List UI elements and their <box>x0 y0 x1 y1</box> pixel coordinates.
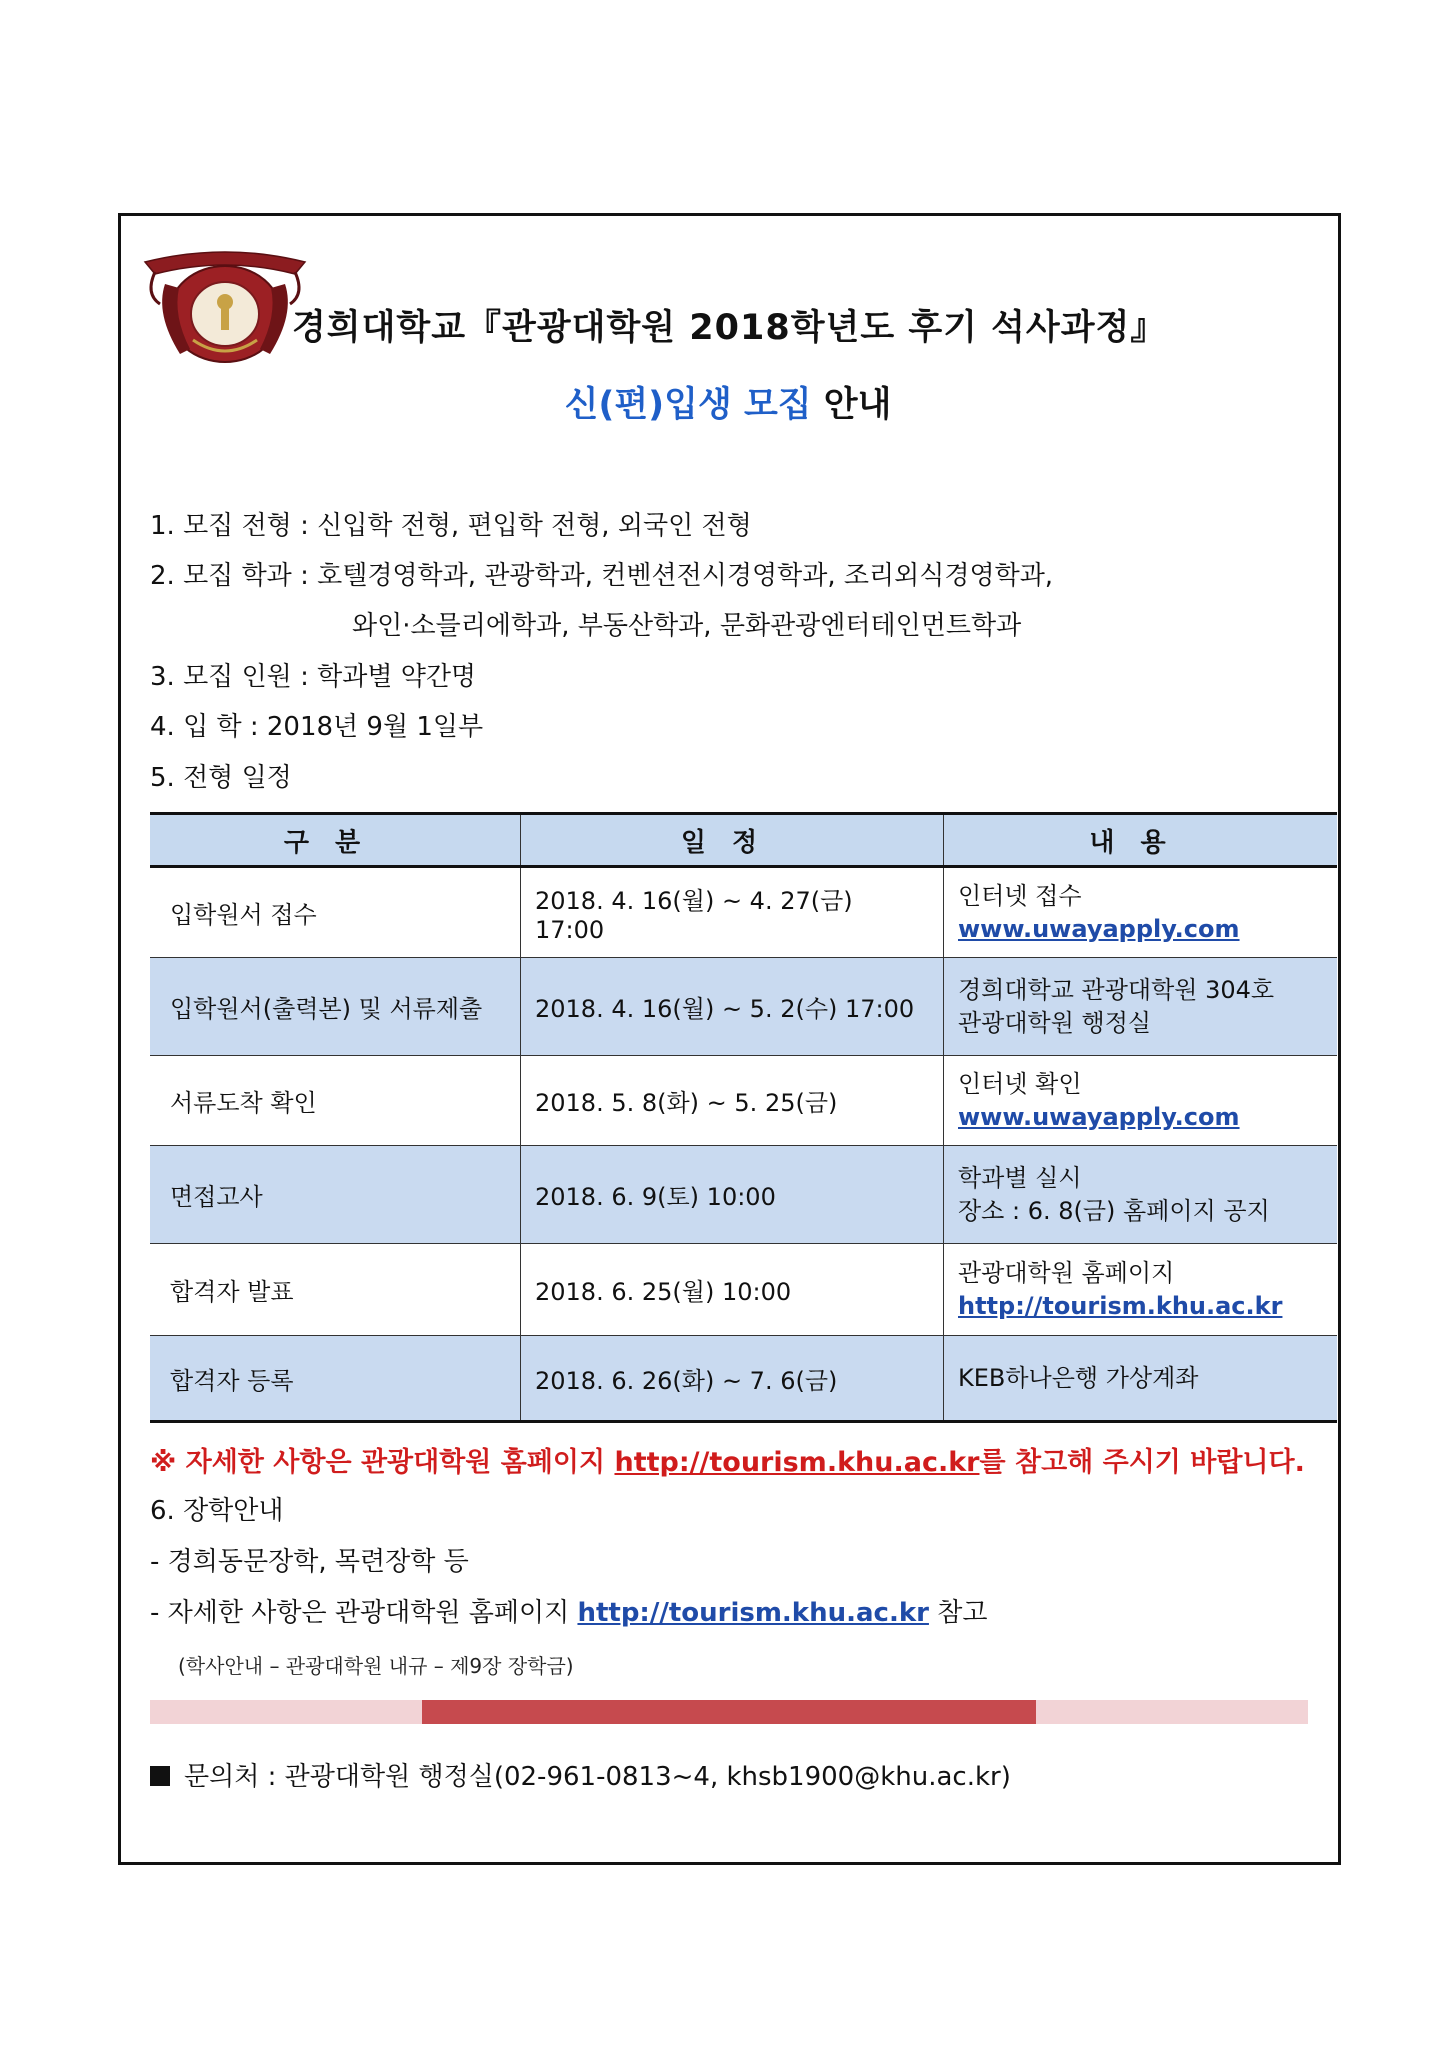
row-date: 2018. 6. 9(토) 10:00 <box>521 1146 944 1244</box>
notice-pre: ※ 자세한 사항은 관광대학원 홈페이지 <box>150 1447 615 1478</box>
row-date: 2018. 5. 8(화) ~ 5. 25(금) <box>521 1056 944 1146</box>
uwayapply-link[interactable]: www.uwayapply.com <box>958 1102 1240 1131</box>
row-step: 합격자 등록 <box>150 1336 521 1422</box>
table-row <box>150 1146 1337 1244</box>
content-line1: KEB하나은행 가상계좌 <box>958 1363 1199 1392</box>
row-content <box>944 958 1338 1056</box>
header-content: 내용 <box>944 814 1338 867</box>
table-row <box>150 1056 1337 1146</box>
row-content <box>944 1146 1338 1244</box>
row-step: 서류도착 확인 <box>150 1056 521 1146</box>
notice-line <box>150 1440 1305 1479</box>
content-line1: 인터넷 확인 <box>958 1070 1082 1099</box>
row-date: 2018. 6. 25(월) 10:00 <box>521 1244 944 1336</box>
scholarship-line2-pre: - 자세한 사항은 관광대학원 홈페이지 <box>150 1598 578 1628</box>
table-header-row <box>150 814 1337 867</box>
table-row <box>150 958 1337 1056</box>
scholarship-line1: - 경희동문장학, 목련장학 등 <box>150 1547 469 1577</box>
document-subtitle <box>0 377 1456 427</box>
row-date: 2018. 6. 26(화) ~ 7. 6(금) <box>521 1336 944 1422</box>
row-step: 입학원서 접수 <box>150 867 521 958</box>
row-date: 2018. 4. 16(월) ~ 5. 2(수) 17:00 <box>521 958 944 1056</box>
notice-post: 를 참고해 주시기 바랍니다. <box>979 1447 1305 1478</box>
schedule-table <box>150 812 1337 1423</box>
content-line1: 경희대학교 관광대학원 304호 <box>958 976 1275 1005</box>
uwayapply-link[interactable]: www.uwayapply.com <box>958 914 1240 943</box>
item-schedule-heading: 5. 전형 일정 <box>150 763 292 793</box>
university-crest-icon <box>135 244 315 364</box>
item-headcount: 3. 모집 인원 : 학과별 약간명 <box>150 662 477 692</box>
scholarship-heading: 6. 장학안내 <box>150 1496 284 1526</box>
divider-bar-right <box>1036 1700 1308 1724</box>
notice-link[interactable]: http://tourism.khu.ac.kr <box>614 1447 980 1478</box>
contact-text: 문의처 : 관광대학원 행정실(02-961-0813~4, khsb1900@khu.ac.kr) <box>184 1762 1011 1792</box>
divider-bar-left <box>150 1700 422 1724</box>
content-line1: 인터넷 접수 <box>958 882 1082 911</box>
table-row <box>150 1336 1337 1422</box>
subtitle-rest: 안내 <box>823 385 892 425</box>
item-recruit-type: 1. 모집 전형 : 신입학 전형, 편입학 전형, 외국인 전형 <box>150 511 752 541</box>
header-category: 구분 <box>150 814 521 867</box>
divider-bar-center <box>422 1700 1036 1724</box>
subtitle-highlight: 신(편)입생 모집 <box>564 385 812 425</box>
content-line2: 관광대학원 행정실 <box>958 1008 1152 1037</box>
scholarship-note: (학사안내 – 관광대학원 내규 – 제9장 장학금) <box>178 1654 574 1678</box>
table-row <box>150 867 1337 958</box>
row-content <box>944 867 1338 958</box>
contact-line <box>150 1756 1011 1793</box>
item-departments-cont: 와인·소믈리에학과, 부동산학과, 문화관광엔터테인먼트학과 <box>352 611 1022 641</box>
black-square-icon <box>150 1766 170 1786</box>
row-step: 면접고사 <box>150 1146 521 1244</box>
document-title: 경희대학교『관광대학원 2018학년도 후기 석사과정』 <box>292 308 1167 348</box>
scholarship-link[interactable]: http://tourism.khu.ac.kr <box>577 1598 929 1628</box>
scholarship-line2 <box>150 1592 987 1629</box>
item-departments: 2. 모집 학과 : 호텔경영학과, 관광학과, 컨벤션전시경영학과, 조리외식경영학과, <box>150 561 1054 591</box>
content-line2: 장소 : 6. 8(금) 홈페이지 공지 <box>958 1196 1270 1225</box>
row-content <box>944 1336 1338 1422</box>
table-row <box>150 1244 1337 1336</box>
row-date: 2018. 4. 16(월) ~ 4. 27(금) 17:00 <box>521 867 944 958</box>
row-step: 합격자 발표 <box>150 1244 521 1336</box>
tourism-homepage-link[interactable]: http://tourism.khu.ac.kr <box>958 1291 1283 1320</box>
content-line1: 학과별 실시 <box>958 1164 1082 1193</box>
row-step: 입학원서(출력본) 및 서류제출 <box>150 958 521 1056</box>
content-line1: 관광대학원 홈페이지 <box>958 1259 1175 1288</box>
item-admission: 4. 입 학 : 2018년 9월 1일부 <box>150 712 484 742</box>
header-date: 일정 <box>521 814 944 867</box>
row-content <box>944 1056 1338 1146</box>
row-content <box>944 1244 1338 1336</box>
scholarship-line2-post: 참고 <box>928 1598 988 1628</box>
